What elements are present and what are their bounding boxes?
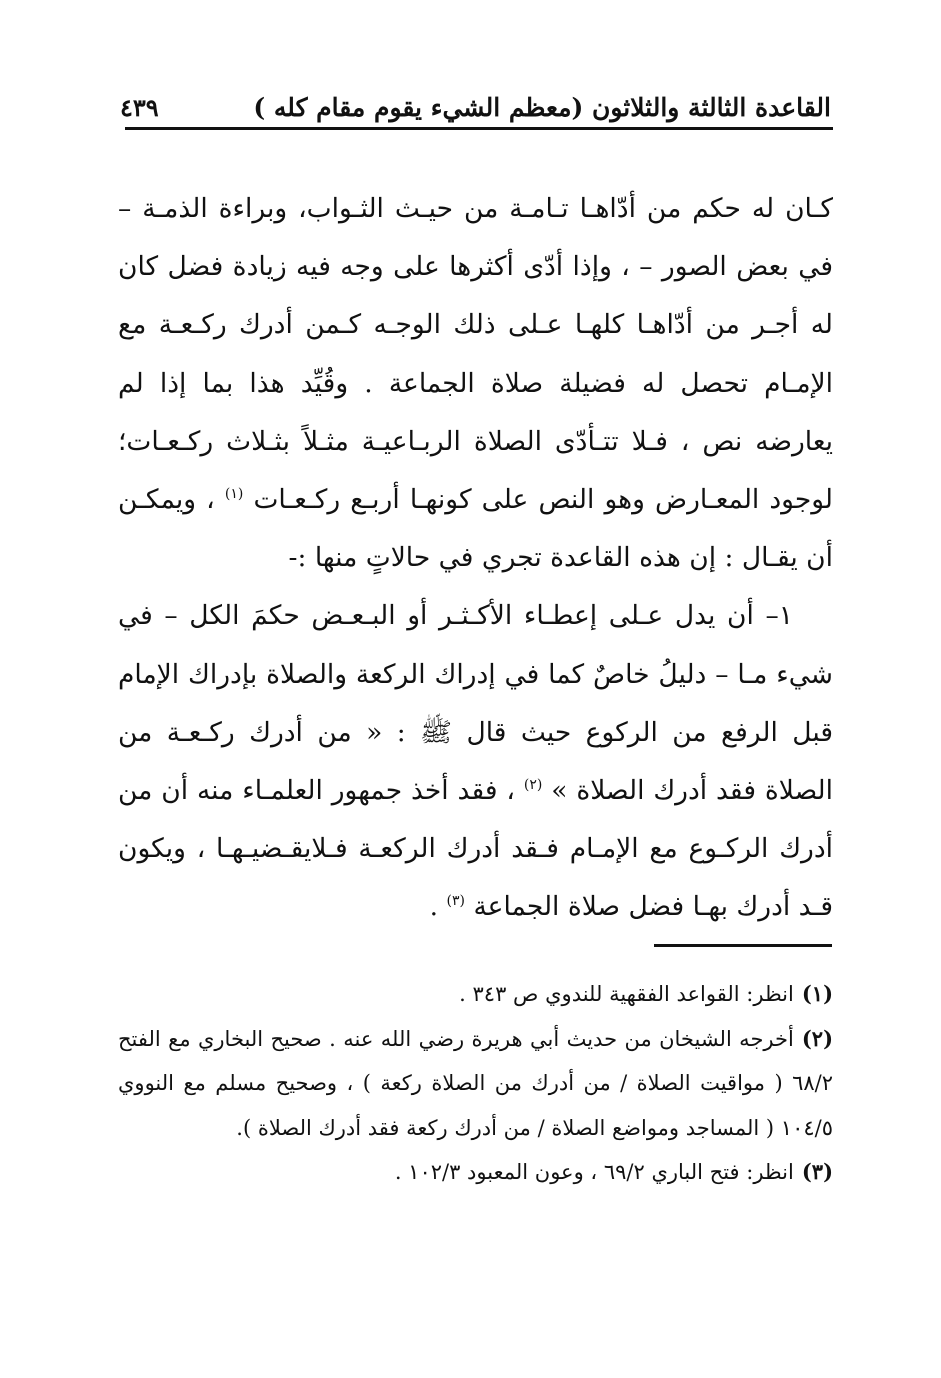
running-title: القاعدة الثالثة والثلاثون (معظم الشيء يقوم مقام كله ) bbox=[253, 93, 831, 122]
paragraph-1 bbox=[118, 180, 833, 587]
footnote-2-text: أخرجه الشيخان من حديث أبي هريرة رضي الله عنه . صحيح البخاري مع الفتح ٦٨/٢ ( مواقيت الصلاة / من أدرك من الصلاة ركعة ) ، وصحيح مسلم مع النووي ١٠٤/٥ ( المساجد ومواضع الصلاة / من أدرك ركعة فقد أدرك الصلاة ). bbox=[118, 1026, 833, 1140]
footnote-2-number: (٢) bbox=[801, 1025, 833, 1051]
paragraph-2 bbox=[118, 587, 833, 936]
page-number: ٤٣٩ bbox=[120, 93, 159, 122]
footnote-3 bbox=[118, 1150, 833, 1195]
paragraph-2-text-b: ، فقد أخذ جمهور العلمـاء منه أن من أدرك الركـوع مع الإمـام فـقد أدرك الركعـة فـلايقـضيـهـا ، ويكون قـد أدرك بهـا فضل صلاة الجماعة bbox=[118, 775, 833, 923]
footnote-ref-3: (٣) bbox=[446, 893, 465, 910]
footnote-1-number: (١) bbox=[801, 981, 833, 1006]
footnotes bbox=[118, 972, 833, 1195]
footnote-1-text: انظر: القواعد الفقهية للندوي ص ٣٤٣ . bbox=[459, 982, 794, 1006]
main-text bbox=[118, 180, 833, 937]
footnote-1 bbox=[118, 972, 833, 1017]
footnote-ref-1: (١) bbox=[224, 486, 244, 503]
page-header bbox=[120, 78, 831, 122]
paragraph-2-text-a: ١– أن يدل عـلى إعطـاء الأكـثـر أو البـعـض حكمَ الكل – في شيء مـا – دليلُ خاصٌ كما في إدراك الركعة والصلاة بإدراك الإمام قبل الرفع من الركوع حيث قال ﷺ : « من أدرك ركـعـة من الصلاة فقد أدرك الصلاة » bbox=[118, 600, 833, 807]
footnote-3-number: (٣) bbox=[801, 1159, 833, 1184]
header-rule bbox=[125, 127, 833, 130]
footnote-3-text: انظر: فتح الباري ٦٩/٢ ، وعون المعبود ١٠٢/٣ . bbox=[394, 1160, 794, 1184]
footnote-ref-2: (٢) bbox=[523, 777, 543, 794]
paragraph-2-text-c: . bbox=[429, 891, 439, 923]
paragraph-1-text-b: ، ويمكـن أن يقـال : إن هذه القاعدة تجري في حالاتٍ منها :- bbox=[118, 484, 833, 574]
footnote-2 bbox=[118, 1017, 833, 1151]
paragraph-1-text-a: كـان له حكم من أدّاهـا تـامـة من حيـث الثـواب، وبراءة الذمـة – في بعض الصور – ، وإذا أدّى أكثرها على وجه فيه زيادة فضل كان له أجـر من أدّاهـا كلهـا عـلى ذلك الوجـه كـمن أدرك ركـعـة مع الإمـام تحصل له فضيلة صلاة الجماعة . وقُيِّد هذا بما إذا لم يعارضه نص ، فـلا تتـأدّى الصلاة الربـاعيـة مثـلاً بثـلاث ركـعـات؛ لوجود المعـارض وهو النص على كونهـا أربـع ركـعـات bbox=[118, 193, 833, 516]
footnote-separator bbox=[654, 944, 832, 947]
